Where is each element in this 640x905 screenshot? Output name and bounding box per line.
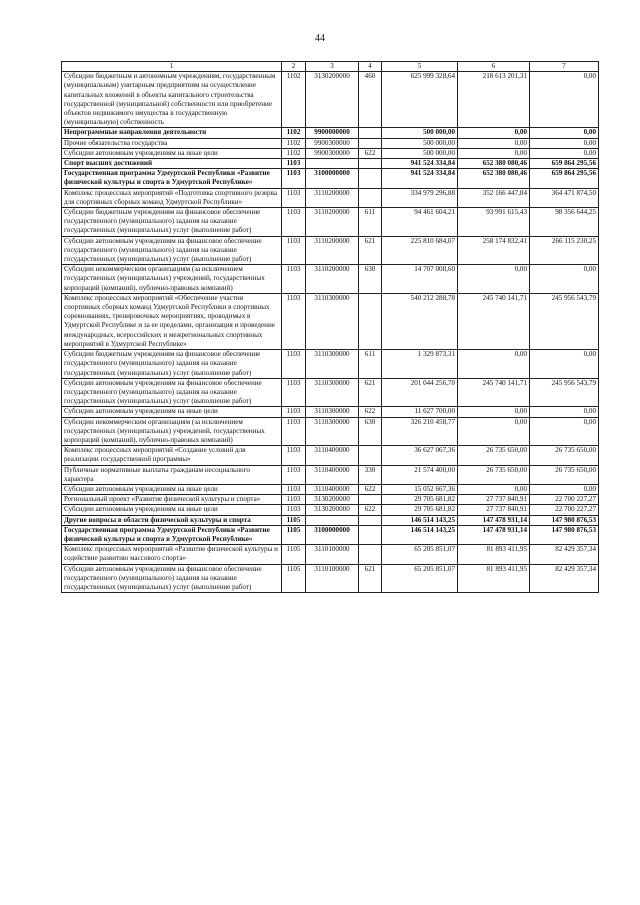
page-number: 44 (315, 33, 325, 44)
row-amount-1-cell: 65 205 851,07 (382, 545, 458, 564)
row-expense-type-cell (359, 159, 382, 169)
table-row (62, 350, 599, 379)
row-amount-3-cell: 82 429 357,34 (530, 564, 599, 593)
table-row (62, 265, 599, 294)
row-name-cell: Комплекс процессных мероприятий «Обеспечение участия спортивных сборных команд Удмуртской Республики в спортивных соревнованиях, тренировочных мероприятиях, проводимых в Удмуртской Республике и за ее пределами, организация и проведение международных, всероссийских и межрегиональных спортивных мероприятий в Удмуртской Республике» (62, 293, 282, 349)
budget-table (61, 61, 599, 593)
row-amount-1-cell: 225 810 684,07 (382, 236, 458, 265)
row-section-code-cell: 1105 (282, 564, 306, 593)
header-cell-6: 6 (458, 62, 530, 72)
row-amount-3-cell: 0,00 (530, 72, 599, 128)
row-expense-type-cell: 622 (359, 407, 382, 417)
row-expense-type-cell: 621 (359, 378, 382, 407)
row-amount-2-cell: 0,00 (458, 138, 530, 148)
row-section-code-cell: 1103 (282, 495, 306, 505)
row-amount-1-cell: 1 329 873,31 (382, 350, 458, 379)
table-row (62, 515, 599, 525)
row-amount-2-cell: 245 740 141,71 (458, 378, 530, 407)
row-amount-2-cell: 258 174 832,41 (458, 236, 530, 265)
table-row (62, 236, 599, 265)
table-row (62, 72, 599, 128)
row-amount-3-cell: 364 471 874,50 (530, 188, 599, 207)
row-expense-type-cell (359, 446, 382, 465)
row-expense-type-cell: 621 (359, 236, 382, 265)
row-expense-type-cell: 621 (359, 564, 382, 593)
row-amount-2-cell: 147 478 931,14 (458, 515, 530, 525)
header-cell-3: 3 (306, 62, 359, 72)
row-section-code-cell: 1103 (282, 378, 306, 407)
row-amount-1-cell: 941 524 334,84 (382, 159, 458, 169)
row-amount-2-cell: 0,00 (458, 148, 530, 158)
row-amount-1-cell: 540 212 288,78 (382, 293, 458, 349)
table-row (62, 407, 599, 417)
table-row (62, 378, 599, 407)
row-amount-1-cell: 15 052 667,36 (382, 484, 458, 494)
row-name-cell: Субсидии бюджетным учреждениям на финансовое обеспечение государственного (муниципального) задания на оказание государственных (муниципальных) услуг (выполнение работ) (62, 350, 282, 379)
row-amount-3-cell: 26 735 650,00 (530, 446, 599, 465)
row-target-article-cell: 3110300000 (306, 350, 359, 379)
row-section-code-cell: 1103 (282, 484, 306, 494)
row-amount-1-cell: 201 044 256,70 (382, 378, 458, 407)
row-amount-3-cell: 98 356 644,25 (530, 208, 599, 237)
row-amount-1-cell: 11 627 700,00 (382, 407, 458, 417)
table-row (62, 525, 599, 544)
row-expense-type-cell: 630 (359, 265, 382, 294)
row-amount-1-cell: 94 461 604,21 (382, 208, 458, 237)
row-target-article-cell: 3110200000 (306, 188, 359, 207)
row-amount-2-cell: 93 991 615,43 (458, 208, 530, 237)
row-amount-2-cell: 147 478 931,14 (458, 525, 530, 544)
row-name-cell: Субсидии автономным учреждениям на иные цели (62, 484, 282, 494)
row-expense-type-cell (359, 293, 382, 349)
row-section-code-cell: 1103 (282, 236, 306, 265)
row-section-code-cell: 1102 (282, 128, 306, 138)
row-amount-2-cell: 26 735 650,00 (458, 446, 530, 465)
table-row (62, 545, 599, 564)
row-amount-2-cell: 245 740 141,71 (458, 293, 530, 349)
header-cell-7: 7 (530, 62, 599, 72)
row-section-code-cell: 1103 (282, 417, 306, 446)
row-target-article-cell: 3110200000 (306, 208, 359, 237)
row-name-cell: Спорт высших достижений (62, 159, 282, 169)
row-amount-3-cell: 147 980 876,53 (530, 515, 599, 525)
table-row (62, 188, 599, 207)
table-row (62, 293, 599, 349)
table-row (62, 138, 599, 148)
table-row (62, 148, 599, 158)
row-section-code-cell: 1102 (282, 138, 306, 148)
row-target-article-cell: 3130200000 (306, 505, 359, 515)
row-expense-type-cell: 611 (359, 208, 382, 237)
row-name-cell: Субсидии некоммерческим организациям (за исключением государственных (муниципальных) учреждений, государственных корпораций (компаний), публично-правовых компаний) (62, 417, 282, 446)
row-amount-1-cell: 941 524 334,84 (382, 169, 458, 188)
row-section-code-cell: 1102 (282, 72, 306, 128)
row-amount-3-cell: 266 115 230,25 (530, 236, 599, 265)
row-target-article-cell (306, 515, 359, 525)
header-row (62, 62, 599, 72)
row-name-cell: Комплекс процессных мероприятий «Подготовка спортивного резерва для спортивных сборных команд Удмуртской Республики» (62, 188, 282, 207)
row-expense-type-cell (359, 138, 382, 148)
row-target-article-cell: 3110300000 (306, 417, 359, 446)
row-section-code-cell: 1105 (282, 525, 306, 544)
row-name-cell: Субсидии бюджетным и автономным учреждениям, государственным (муниципальным) унитарным предприятиям на осуществление капитальных вложений в объекты капитального строительства государственной (муниципальной) собственности или приобретение объектов недвижимого имущества в государственную (муниципальную) собственность (62, 72, 282, 128)
row-target-article-cell: 3110400000 (306, 465, 359, 484)
row-name-cell: Государственная программа Удмуртской Республики «Развитие физической культуры и спорта в Удмуртской Республике» (62, 525, 282, 544)
row-expense-type-cell: 622 (359, 505, 382, 515)
row-amount-3-cell: 0,00 (530, 407, 599, 417)
row-amount-3-cell: 22 700 227,27 (530, 505, 599, 515)
row-target-article-cell: 9900300000 (306, 148, 359, 158)
row-expense-type-cell: 622 (359, 484, 382, 494)
row-amount-2-cell: 26 735 650,00 (458, 465, 530, 484)
row-target-article-cell: 3110400000 (306, 484, 359, 494)
row-target-article-cell: 3110200000 (306, 236, 359, 265)
row-name-cell: Прочие обязательства государства (62, 138, 282, 148)
row-amount-3-cell: 0,00 (530, 128, 599, 138)
row-name-cell: Публичные нормативные выплаты гражданам несоциального характера (62, 465, 282, 484)
row-section-code-cell: 1105 (282, 545, 306, 564)
row-amount-3-cell: 0,00 (530, 148, 599, 158)
row-amount-1-cell: 500 000,00 (382, 148, 458, 158)
row-target-article-cell: 3100000000 (306, 525, 359, 544)
row-amount-1-cell: 29 705 681,82 (382, 505, 458, 515)
row-target-article-cell: 3100000000 (306, 169, 359, 188)
budget-table-body (62, 72, 599, 593)
table-row (62, 208, 599, 237)
row-section-code-cell: 1105 (282, 515, 306, 525)
row-target-article-cell: 9900300000 (306, 138, 359, 148)
row-amount-3-cell: 26 735 650,00 (530, 465, 599, 484)
row-amount-2-cell: 0,00 (458, 417, 530, 446)
row-amount-2-cell: 0,00 (458, 407, 530, 417)
row-amount-2-cell: 0,00 (458, 350, 530, 379)
row-section-code-cell: 1103 (282, 350, 306, 379)
row-section-code-cell: 1103 (282, 465, 306, 484)
row-target-article-cell: 3130200000 (306, 72, 359, 128)
row-amount-2-cell: 0,00 (458, 128, 530, 138)
row-section-code-cell: 1103 (282, 188, 306, 207)
row-target-article-cell: 3110100000 (306, 564, 359, 593)
row-amount-3-cell: 245 956 543,79 (530, 378, 599, 407)
row-amount-2-cell: 652 380 080,46 (458, 159, 530, 169)
row-amount-1-cell: 146 514 143,25 (382, 525, 458, 544)
header-cell-2: 2 (282, 62, 306, 72)
row-amount-3-cell: 82 429 357,34 (530, 545, 599, 564)
row-expense-type-cell (359, 545, 382, 564)
row-amount-1-cell: 65 205 851,07 (382, 564, 458, 593)
row-expense-type-cell (359, 128, 382, 138)
row-amount-1-cell: 29 705 681,82 (382, 495, 458, 505)
row-target-article-cell: 3110300000 (306, 407, 359, 417)
row-amount-1-cell: 36 627 067,36 (382, 446, 458, 465)
row-amount-1-cell: 146 514 143,25 (382, 515, 458, 525)
row-section-code-cell: 1103 (282, 407, 306, 417)
row-target-article-cell: 3110400000 (306, 446, 359, 465)
row-amount-1-cell: 326 210 458,77 (382, 417, 458, 446)
row-section-code-cell: 1103 (282, 208, 306, 237)
row-name-cell: Субсидии некоммерческим организациям (за исключением государственных (муниципальных) учреждений, государственных корпораций (компаний), публично-правовых компаний) (62, 265, 282, 294)
row-amount-3-cell: 0,00 (530, 138, 599, 148)
row-target-article-cell: 3110300000 (306, 378, 359, 407)
row-amount-1-cell: 500 000,00 (382, 128, 458, 138)
row-section-code-cell: 1103 (282, 505, 306, 515)
row-amount-2-cell: 27 737 840,91 (458, 495, 530, 505)
row-amount-1-cell: 334 979 296,88 (382, 188, 458, 207)
row-name-cell: Непрограммные направления деятельности (62, 128, 282, 138)
row-target-article-cell: 3110300000 (306, 293, 359, 349)
row-expense-type-cell (359, 495, 382, 505)
row-amount-1-cell: 625 999 328,64 (382, 72, 458, 128)
row-expense-type-cell (359, 169, 382, 188)
row-amount-3-cell: 0,00 (530, 417, 599, 446)
row-name-cell: Региональный проект «Развитие физической культуры и спорта» (62, 495, 282, 505)
row-amount-3-cell: 0,00 (530, 350, 599, 379)
row-amount-1-cell: 500 000,00 (382, 138, 458, 148)
row-target-article-cell: 3130200000 (306, 495, 359, 505)
row-amount-3-cell: 147 980 876,53 (530, 525, 599, 544)
row-amount-1-cell: 14 707 008,60 (382, 265, 458, 294)
row-target-article-cell: 3110200000 (306, 265, 359, 294)
row-expense-type-cell: 630 (359, 417, 382, 446)
row-target-article-cell: 9900000000 (306, 128, 359, 138)
row-name-cell: Субсидии автономным учреждениям на финансовое обеспечение государственного (муниципального) задания на оказание государственных (муниципальных) услуг (выполнение работ) (62, 236, 282, 265)
table-row (62, 465, 599, 484)
row-name-cell: Комплекс процессных мероприятий «Создание условий для реализации государственной программы» (62, 446, 282, 465)
table-row (62, 564, 599, 593)
table-row (62, 484, 599, 494)
row-amount-2-cell: 0,00 (458, 484, 530, 494)
row-amount-2-cell: 0,00 (458, 265, 530, 294)
row-amount-3-cell: 22 700 227,27 (530, 495, 599, 505)
row-expense-type-cell (359, 188, 382, 207)
row-amount-3-cell: 0,00 (530, 484, 599, 494)
row-name-cell: Субсидии бюджетным учреждениям на финансовое обеспечение государственного (муниципального) задания на оказание государственных (муниципальных) услуг (выполнение работ) (62, 208, 282, 237)
row-name-cell: Субсидии автономным учреждениям на финансовое обеспечение государственного (муниципального) задания на оказание государственных (муниципальных) услуг (выполнение работ) (62, 378, 282, 407)
row-section-code-cell: 1103 (282, 169, 306, 188)
row-amount-2-cell: 218 613 201,31 (458, 72, 530, 128)
table-row (62, 128, 599, 138)
table-row (62, 417, 599, 446)
row-expense-type-cell: 611 (359, 350, 382, 379)
table-row (62, 446, 599, 465)
row-expense-type-cell: 460 (359, 72, 382, 128)
row-expense-type-cell: 330 (359, 465, 382, 484)
row-section-code-cell: 1102 (282, 148, 306, 158)
row-amount-3-cell: 659 864 295,56 (530, 169, 599, 188)
row-expense-type-cell (359, 515, 382, 525)
row-amount-2-cell: 352 166 447,84 (458, 188, 530, 207)
row-amount-3-cell: 659 864 295,56 (530, 159, 599, 169)
header-cell-4: 4 (359, 62, 382, 72)
row-name-cell: Субсидии автономным учреждениям на иные цели (62, 148, 282, 158)
row-amount-2-cell: 652 380 080,46 (458, 169, 530, 188)
row-section-code-cell: 1103 (282, 446, 306, 465)
table-row (62, 505, 599, 515)
header-cell-1: 1 (62, 62, 282, 72)
table-row (62, 495, 599, 505)
row-name-cell: Комплекс процессных мероприятий «Развитие физической культуры и содействие развитию массового спорта» (62, 545, 282, 564)
table-row (62, 169, 599, 188)
row-name-cell: Субсидии автономным учреждениям на иные цели (62, 505, 282, 515)
row-amount-3-cell: 0,00 (530, 265, 599, 294)
row-target-article-cell: 3110100000 (306, 545, 359, 564)
row-name-cell: Государственная программа Удмуртской Республики «Развитие физической культуры и спорта в Удмуртской Республике» (62, 169, 282, 188)
row-amount-2-cell: 81 893 411,95 (458, 545, 530, 564)
row-amount-2-cell: 81 893 411,95 (458, 564, 530, 593)
row-name-cell: Субсидии автономным учреждениям на финансовое обеспечение государственного (муниципального) задания на оказание государственных (муниципальных) услуг (выполнение работ) (62, 564, 282, 593)
table-row (62, 159, 599, 169)
row-expense-type-cell: 622 (359, 148, 382, 158)
row-section-code-cell: 1103 (282, 265, 306, 294)
row-target-article-cell (306, 159, 359, 169)
row-expense-type-cell (359, 525, 382, 544)
row-amount-2-cell: 27 737 840,91 (458, 505, 530, 515)
row-name-cell: Субсидии автономным учреждениям на иные цели (62, 407, 282, 417)
row-section-code-cell: 1103 (282, 159, 306, 169)
header-cell-5: 5 (382, 62, 458, 72)
row-amount-1-cell: 21 574 400,00 (382, 465, 458, 484)
row-amount-3-cell: 245 956 543,79 (530, 293, 599, 349)
row-section-code-cell: 1103 (282, 293, 306, 349)
row-name-cell: Другие вопросы в области физической культуры и спорта (62, 515, 282, 525)
